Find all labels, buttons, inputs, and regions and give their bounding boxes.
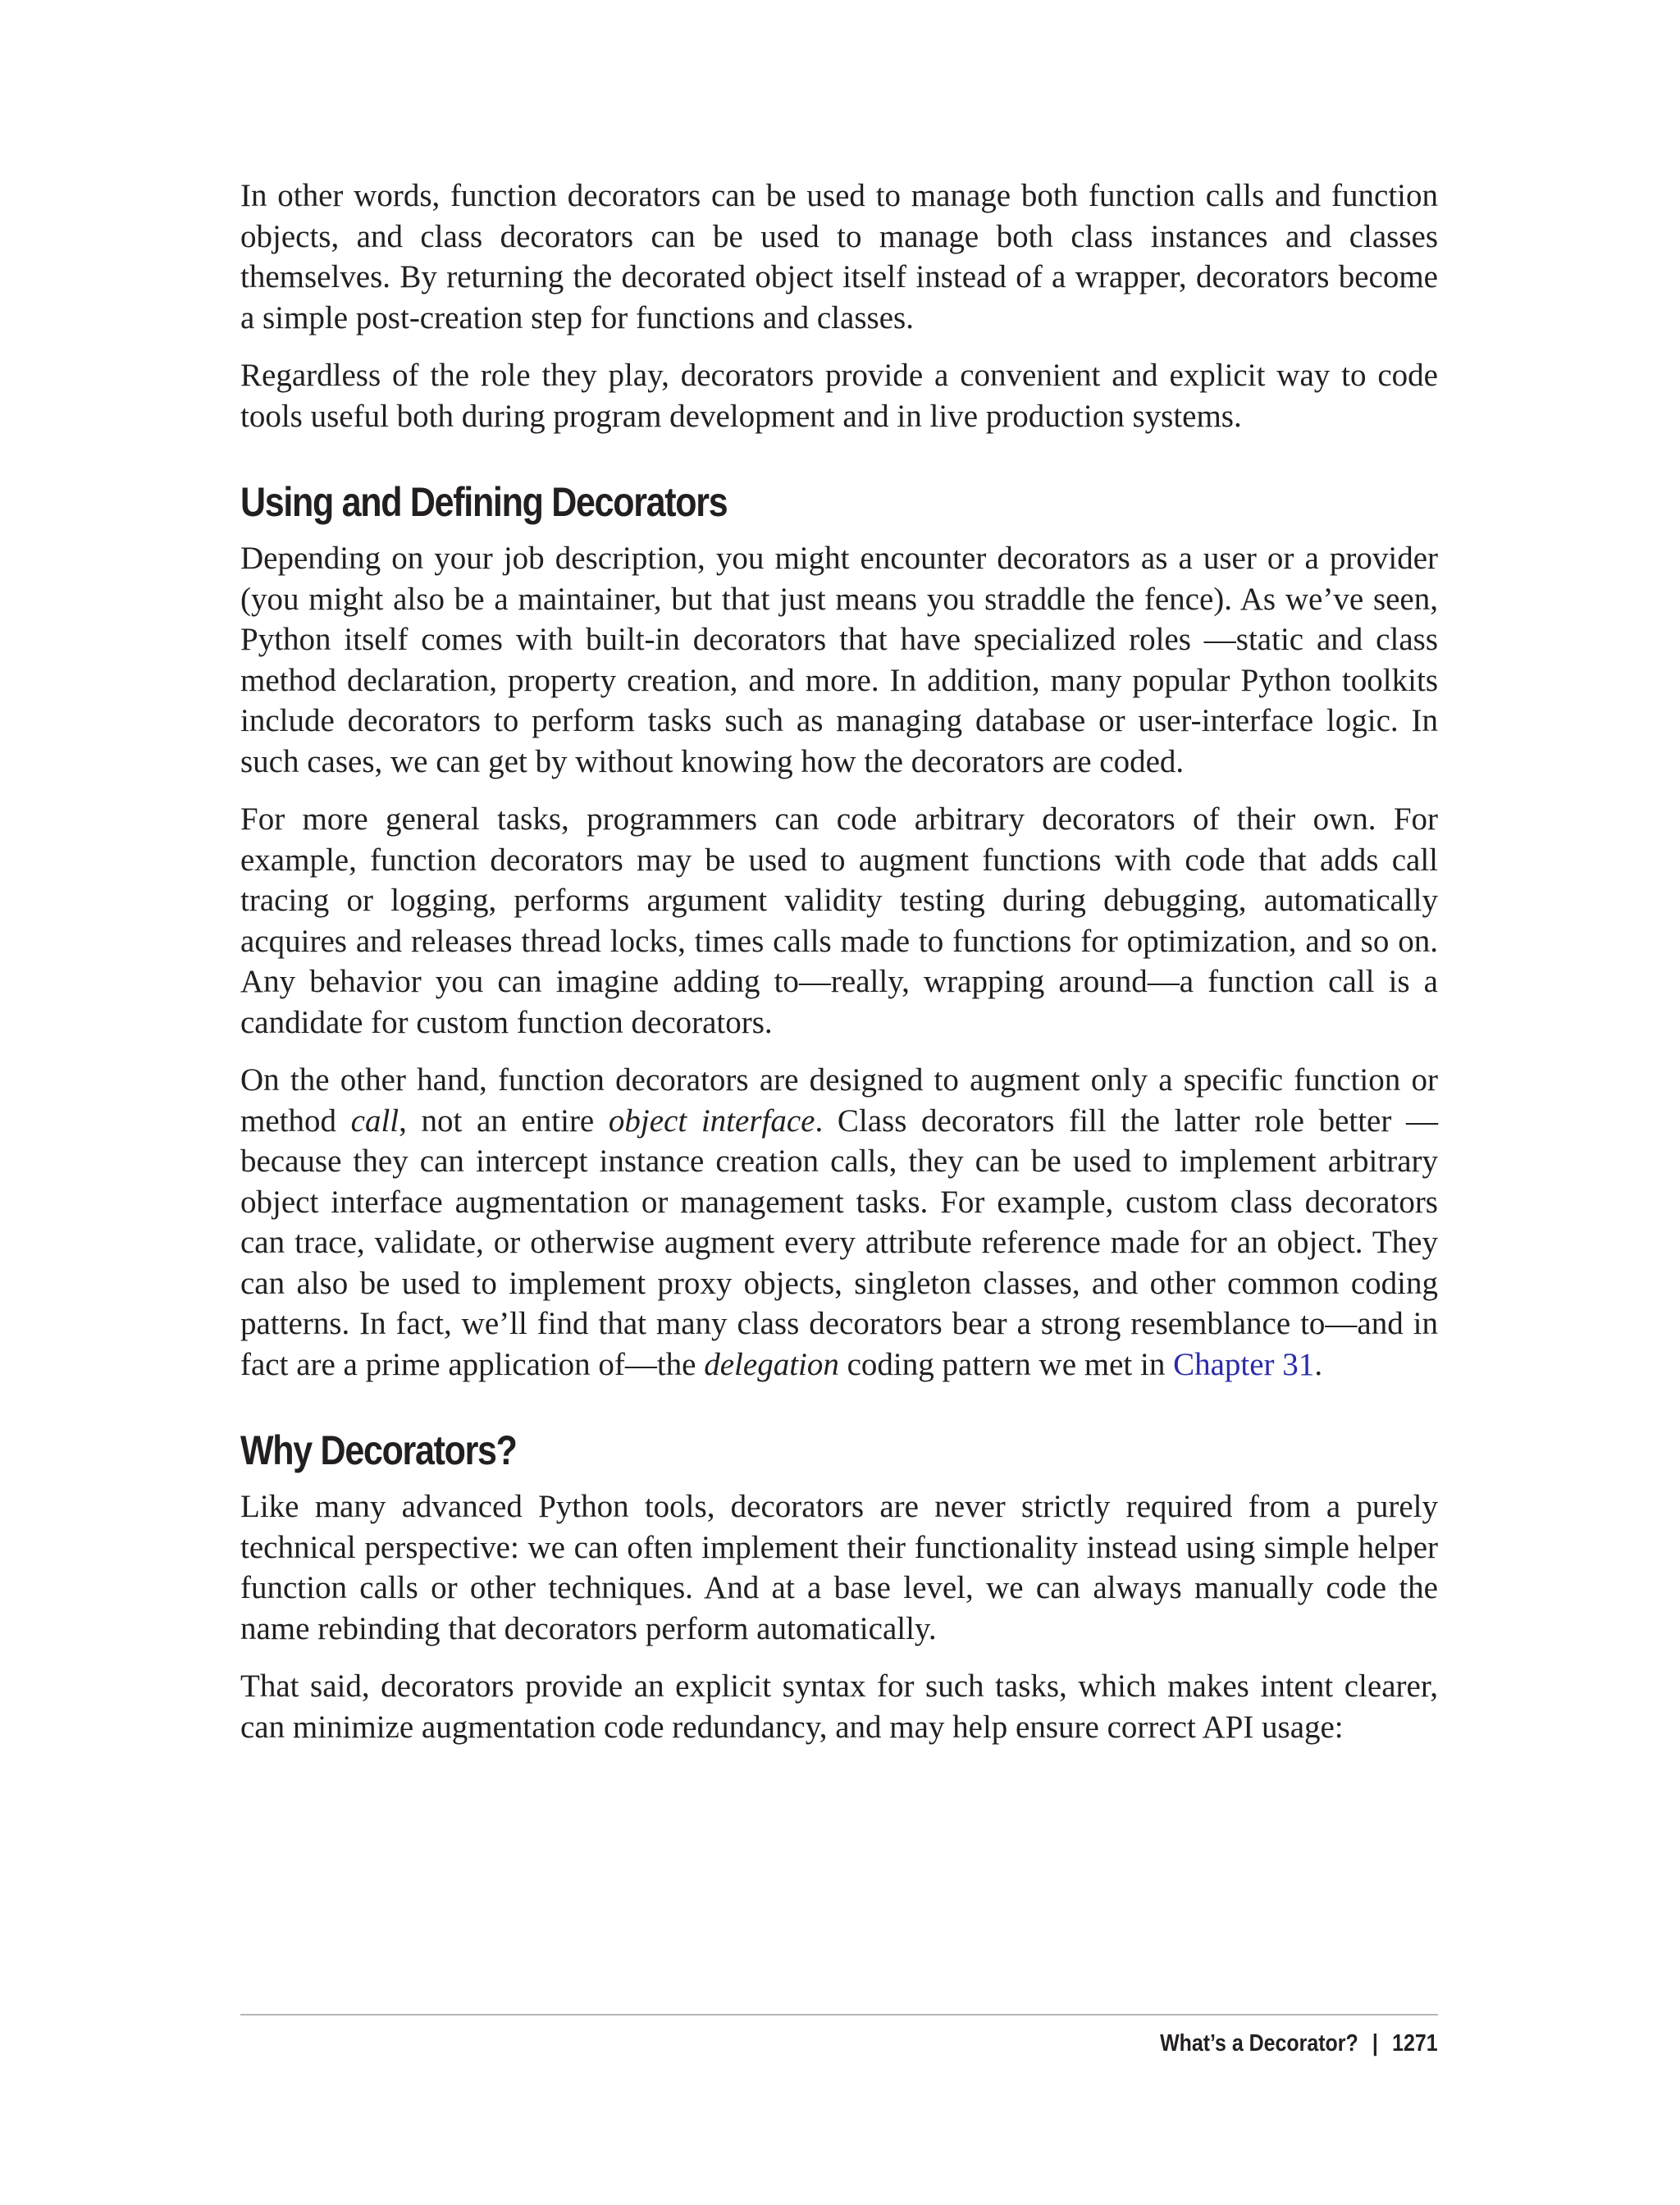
emphasis-delegation: delegation bbox=[704, 1346, 839, 1382]
paragraph-class-decorators bbox=[240, 1060, 1438, 1385]
paragraph-not-strictly-required: Like many advanced Python tools, decorators are never strictly required from a purely technical perspective: we can often implement their functionality instead using simple helper function calls or other techniques. And at a base level, we can always manually code the name rebinding that decorators perform automatically. bbox=[240, 1489, 1438, 1646]
emphasis-object-interface: object interface bbox=[608, 1102, 815, 1139]
paragraph-explicit-syntax: That said, decorators provide an explicit syntax for such tasks, which makes intent clearer, can minimize augmentation code redundancy, and may help ensure correct API usage: bbox=[240, 1669, 1438, 1745]
section-heading-why-decorators: Why Decorators? bbox=[240, 1427, 517, 1473]
running-footer bbox=[1161, 2029, 1438, 2058]
text-run: . Class decorators fill the latter role better —because they can intercept instance creation calls, they can be used to implement arbitrary object interface augmentation or management tasks. For example, custom class decorators can trace, validate, or otherwise augment every attribute reference made for an object. They can also be used to implement proxy objects, singleton classes, and other common coding patterns. In fact, we’ll find that many class decorators bear a strong resemblance to—and in fact are a prime application of—the bbox=[240, 1102, 1439, 1382]
paragraph-decorator-roles: In other words, function decorators can be used to manage both function calls and function objects, and class decorators can be used to manage both class instances and classes themselves. By returning the decorated object itself instead of a wrapper, decorators become a simple post-creation step for functions and classes. bbox=[240, 178, 1438, 336]
section-heading-using-defining: Using and Defining Decorators bbox=[240, 479, 728, 525]
footer-divider bbox=[240, 2014, 1438, 2016]
paragraph-general-tasks: For more general tasks, programmers can code arbitrary decorators of their own. For example, function decorators may be used to augment functions with code that adds call tracing or logging, performs argument validity testing during debugging, automatically acquires and releases thread locks, times calls made to functions for optimization, and so on. Any behavior you can imagine adding to—really, wrapping around—a function call is a candidate for custom function decorators. bbox=[240, 801, 1438, 1040]
paragraph-user-or-provider: Depending on your job description, you might encounter decorators as a user or a provider (you might also be a maintainer, but that just means you straddle the fence). As we’ve seen, Python itself comes with built-in decorators that have specialized roles —static and class method declaration, property creation, and more. In addition, many popular Python toolkits include decorators to perform tasks such as managing database or user-interface logic. In such cases, we can get by without knowing how the decorators are coded. bbox=[240, 541, 1438, 779]
footer-section-title: What’s a Decorator? bbox=[1160, 2030, 1359, 2057]
page-body bbox=[240, 176, 1438, 1764]
chapter-31-link[interactable]: Chapter 31 bbox=[1173, 1346, 1315, 1382]
text-run: coding pattern we met in bbox=[838, 1346, 1174, 1382]
paragraph-convenient-tools: Regardless of the role they play, decorators provide a convenient and explicit way to code tools useful both during program development and in live production systems. bbox=[240, 358, 1438, 434]
text-run: . bbox=[1314, 1346, 1323, 1382]
page-number: 1271 bbox=[1392, 2030, 1438, 2057]
text-run: On the other hand, function decorators are designed to augment only a specific function or method bbox=[240, 1062, 1438, 1139]
text-run: , not an entire bbox=[399, 1102, 609, 1139]
emphasis-call: call bbox=[350, 1102, 399, 1139]
footer-separator: | bbox=[1372, 2030, 1379, 2057]
